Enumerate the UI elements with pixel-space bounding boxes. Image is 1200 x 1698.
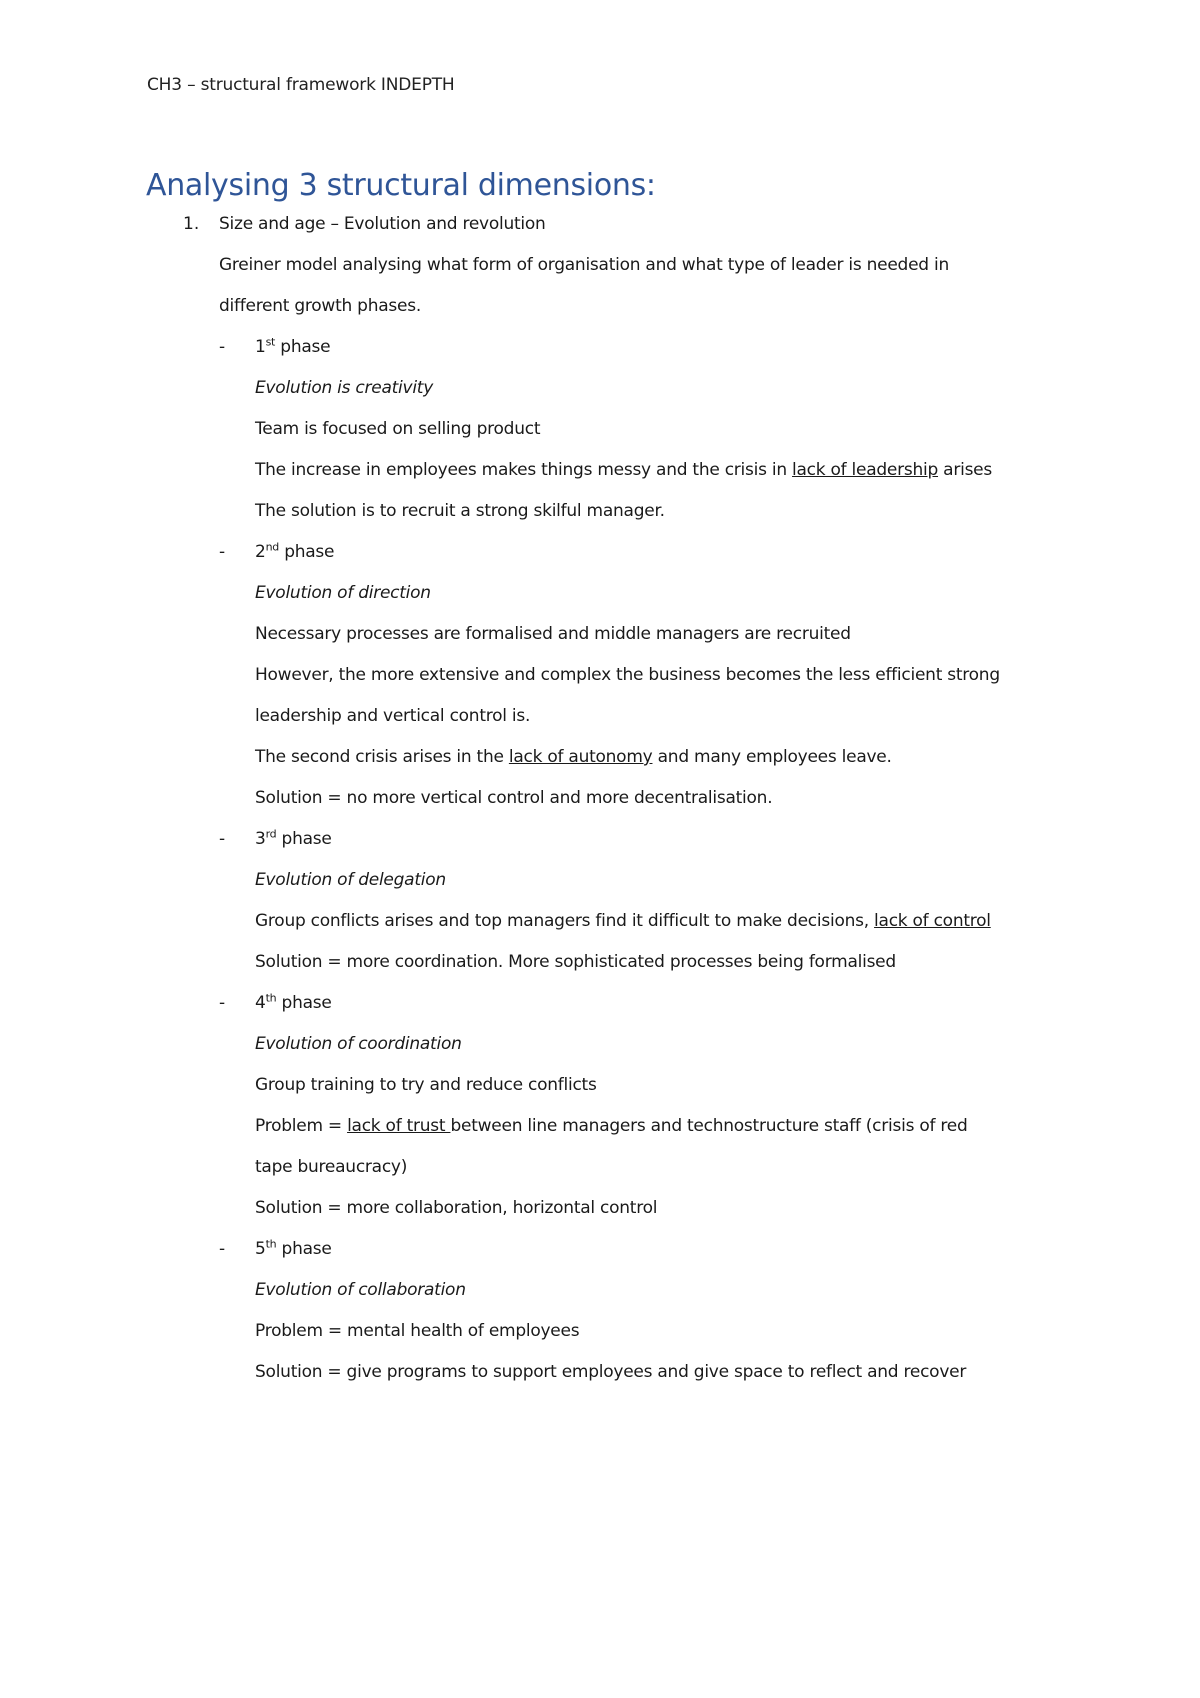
phase-text: Solution = more coordination. More sophisticated processes being formalised bbox=[255, 952, 896, 972]
text-segment: Problem = bbox=[255, 1116, 348, 1136]
phase-ordinal: th bbox=[265, 991, 277, 1005]
underlined-term: lack of leadership bbox=[792, 460, 939, 480]
phase-text: Team is focused on selling product bbox=[255, 419, 541, 439]
phase-text: Solution = no more vertical control and more decentralisation. bbox=[255, 788, 773, 808]
phase-heading bbox=[255, 993, 332, 1013]
text-segment: between line managers and technostructure staff (crisis of red bbox=[450, 1116, 968, 1136]
underlined-term: lack of autonomy bbox=[508, 747, 653, 767]
phase-ordinal: rd bbox=[265, 827, 277, 841]
evolution-label: Evolution of coordination bbox=[255, 1034, 462, 1054]
phase-text: tape bureaucracy) bbox=[255, 1157, 408, 1177]
phase-number: 5 bbox=[255, 1239, 266, 1259]
bullet-dash: - bbox=[219, 337, 226, 357]
phase-text: Problem = mental health of employees bbox=[255, 1321, 580, 1341]
bullet-dash: - bbox=[219, 1239, 226, 1259]
phase-heading bbox=[255, 337, 330, 357]
page-header: CH3 – structural framework INDEPTH bbox=[147, 75, 455, 95]
phase-word: phase bbox=[281, 829, 332, 849]
phase-word: phase bbox=[281, 1239, 332, 1259]
evolution-label: Evolution of direction bbox=[255, 583, 431, 603]
phase-text: Group training to try and reduce conflicts bbox=[255, 1075, 597, 1095]
phase-text: Necessary processes are formalised and middle managers are recruited bbox=[255, 624, 851, 644]
evolution-label: Evolution is creativity bbox=[255, 378, 434, 398]
phase-ordinal: th bbox=[265, 1237, 277, 1251]
section-heading: Analysing 3 structural dimensions: bbox=[146, 168, 656, 203]
text-segment: The second crisis arises in the bbox=[255, 747, 509, 767]
phase-word: phase bbox=[281, 993, 332, 1013]
text-segment: The increase in employees makes things messy and the crisis in bbox=[255, 460, 793, 480]
phase-number: 3 bbox=[255, 829, 266, 849]
phase-text bbox=[255, 1116, 967, 1136]
text-segment: and many employees leave. bbox=[652, 747, 892, 767]
list-number: 1. bbox=[183, 214, 200, 234]
phase-text bbox=[255, 747, 892, 767]
phase-heading bbox=[255, 829, 332, 849]
phase-text: Solution = more collaboration, horizontal control bbox=[255, 1198, 658, 1218]
text-segment: Group conflicts arises and top managers find it difficult to make decisions, bbox=[255, 911, 875, 931]
phase-word: phase bbox=[280, 337, 331, 357]
evolution-label: Evolution of collaboration bbox=[255, 1280, 466, 1300]
phase-text: leadership and vertical control is. bbox=[255, 706, 531, 726]
phase-text: However, the more extensive and complex the business becomes the less efficient strong bbox=[255, 665, 1000, 685]
intro-line: different growth phases. bbox=[219, 296, 421, 316]
phase-word: phase bbox=[284, 542, 335, 562]
bullet-dash: - bbox=[219, 542, 226, 562]
intro-line: Greiner model analysing what form of organisation and what type of leader is needed in bbox=[219, 255, 949, 275]
underlined-term: lack of trust bbox=[347, 1116, 451, 1136]
phase-number: 2 bbox=[255, 542, 266, 562]
text-segment: arises bbox=[938, 460, 992, 480]
phase-number: 4 bbox=[255, 993, 266, 1013]
bullet-dash: - bbox=[219, 829, 226, 849]
phase-ordinal: nd bbox=[265, 540, 280, 554]
bullet-dash: - bbox=[219, 993, 226, 1013]
phase-ordinal: st bbox=[265, 335, 276, 349]
phase-text bbox=[255, 460, 992, 480]
phase-heading bbox=[255, 542, 334, 562]
phase-number: 1 bbox=[255, 337, 266, 357]
phase-heading bbox=[255, 1239, 332, 1259]
phase-text: Solution = give programs to support employees and give space to reflect and recover bbox=[255, 1362, 967, 1382]
phase-text: The solution is to recruit a strong skilful manager. bbox=[255, 501, 665, 521]
list-item-title: Size and age – Evolution and revolution bbox=[219, 214, 546, 234]
phase-text bbox=[255, 911, 991, 931]
evolution-label: Evolution of delegation bbox=[255, 870, 446, 890]
underlined-term: lack of control bbox=[874, 911, 991, 931]
